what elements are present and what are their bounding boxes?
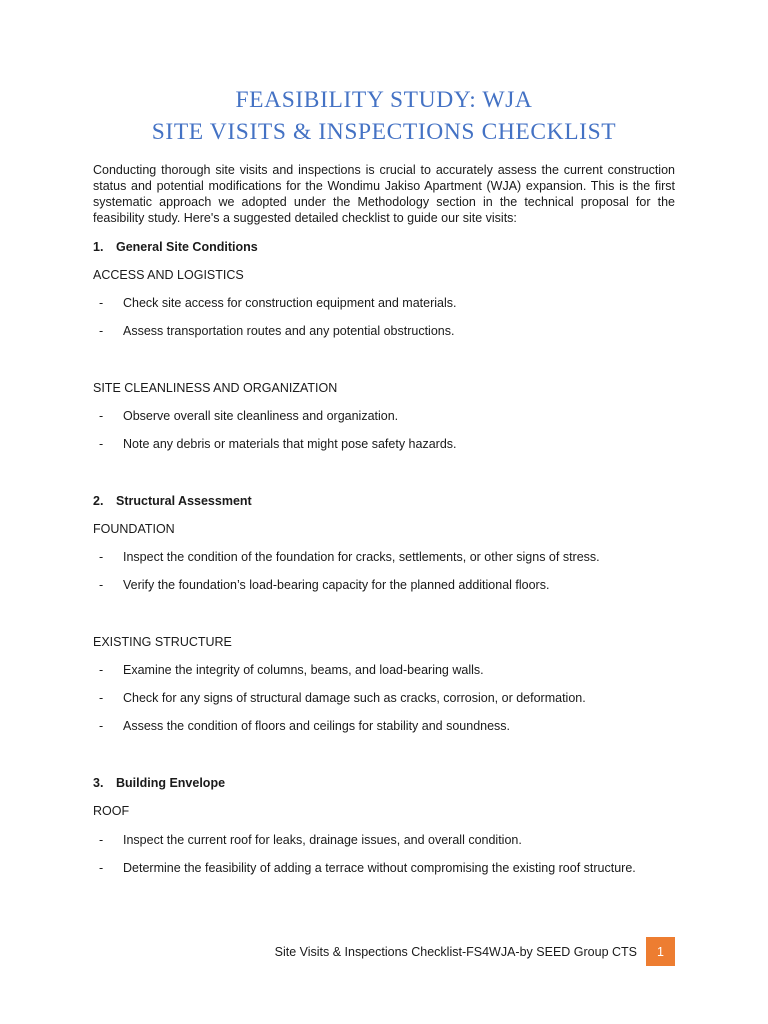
- section-number: 2.: [93, 494, 104, 508]
- subsection-heading: FOUNDATION: [93, 522, 175, 536]
- bullet-text: Verify the foundation’s load-bearing capacity for the planned additional floors.: [123, 578, 550, 592]
- subsection-heading: ACCESS AND LOGISTICS: [93, 268, 244, 282]
- bullet-text: Inspect the condition of the foundation for cracks, settlements, or other signs of stress.: [123, 550, 600, 564]
- bullet-marker: -: [99, 296, 104, 310]
- bullet-marker: -: [99, 437, 104, 451]
- section-title: General Site Conditions: [116, 240, 258, 254]
- bullet-text: Inspect the current roof for leaks, drainage issues, and overall condition.: [123, 833, 522, 847]
- bullet-marker: -: [99, 550, 104, 564]
- subsection-heading: ROOF: [93, 804, 130, 818]
- bullet-text: Observe overall site cleanliness and organization.: [123, 409, 399, 423]
- bullet-text: Assess transportation routes and any potential obstructions.: [123, 324, 455, 338]
- document-title: FEASIBILITY STUDY: WJA: [235, 87, 533, 113]
- bullet-marker: -: [99, 409, 104, 423]
- footer-text: Site Visits & Inspections Checklist-FS4WJA-by SEED Group CTS: [274, 945, 637, 959]
- section-heading: [93, 493, 252, 509]
- bullet-marker: -: [99, 663, 104, 677]
- bullet-marker: -: [99, 861, 104, 875]
- bullet-text: Check for any signs of structural damage such as cracks, corrosion, or deformation.: [123, 691, 586, 705]
- bullet-text: Check site access for construction equipment and materials.: [123, 296, 457, 310]
- intro-paragraph: Conducting thorough site visits and inspections is crucial to accurately assess the current construction status and potential modifications for the Wondimu Jakiso Apartment (WJA) expansion. This is the first systematic approach we adopted under the Methodology section in the technical proposal for the feasibility study. Here's a suggested detailed checklist to guide our site visits:: [93, 163, 675, 225]
- section-number: 3.: [93, 776, 104, 790]
- section-heading: [93, 775, 225, 791]
- section-number: 1.: [93, 240, 104, 254]
- subsection-heading: EXISTING STRUCTURE: [93, 635, 232, 649]
- document-subtitle: SITE VISITS & INSPECTIONS CHECKLIST: [151, 119, 617, 145]
- bullet-text: Determine the feasibility of adding a terrace without compromising the existing roof structure.: [123, 861, 636, 875]
- section-title: Structural Assessment: [116, 494, 252, 508]
- bullet-marker: -: [99, 833, 104, 847]
- page-number-badge: 1: [646, 937, 675, 966]
- bullet-text: Assess the condition of floors and ceilings for stability and soundness.: [123, 719, 511, 733]
- bullet-marker: -: [99, 691, 104, 705]
- section-heading: [93, 239, 258, 255]
- bullet-marker: -: [99, 719, 104, 733]
- subsection-heading: SITE CLEANLINESS AND ORGANIZATION: [93, 381, 338, 395]
- bullet-marker: -: [99, 324, 104, 338]
- section-title: Building Envelope: [116, 776, 226, 790]
- bullet-marker: -: [99, 578, 104, 592]
- bullet-text: Note any debris or materials that might pose safety hazards.: [123, 437, 457, 451]
- bullet-text: Examine the integrity of columns, beams, and load-bearing walls.: [123, 663, 484, 677]
